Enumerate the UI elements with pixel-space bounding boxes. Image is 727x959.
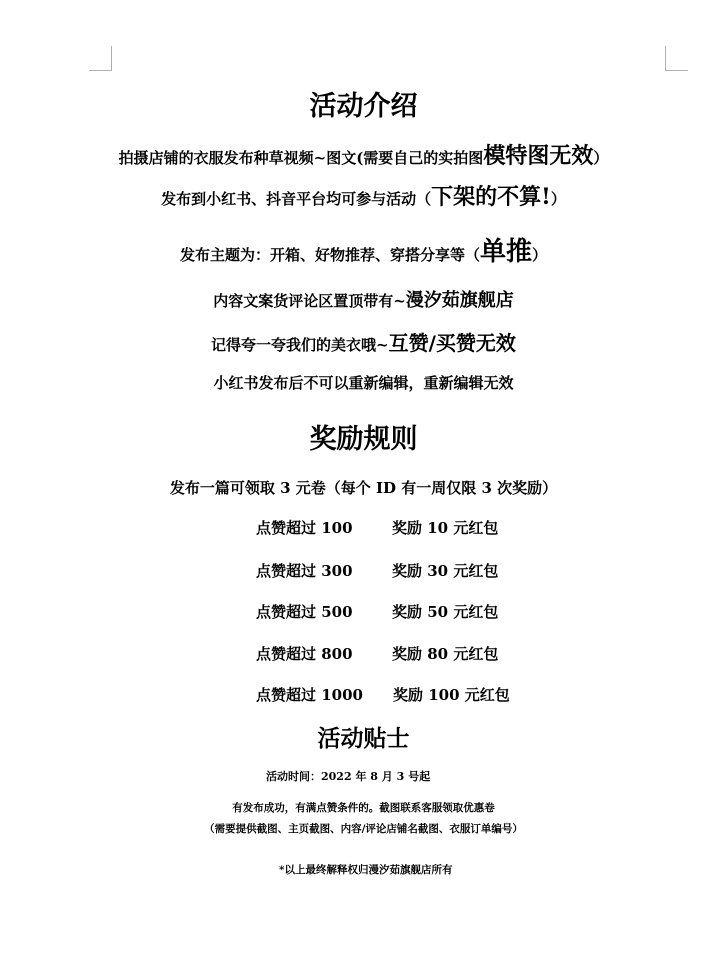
intro-line-4 [0, 286, 727, 312]
tier-condition-4: 点赞超过 800 [256, 645, 353, 663]
intro-line-1-emphasis: 模特图无效 [483, 143, 594, 169]
tier-reward-1: 奖励 10 元红包 [392, 519, 499, 537]
page-corner-mark-right [665, 46, 688, 71]
intro-line-1 [0, 139, 727, 170]
intro-title: 活动介绍 [309, 91, 418, 122]
intro-line-5 [0, 327, 727, 356]
rules-summary: 发布一篇可领取 3 元卷（每个 ID 有一周仅限 3 次奖励） [169, 479, 558, 497]
intro-line-5-text: 记得夸一夸我们的美衣哦~ [211, 336, 389, 354]
intro-line-1-text: 拍摄店铺的衣服发布种草视频~图文(需要自己的实拍图 [118, 149, 484, 167]
tips-note-1: 有发布成功，有满点赞条件的。截图联系客服领取优惠卷 [232, 802, 495, 814]
intro-line-2 [0, 180, 727, 211]
intro-line-4-shop-name: 漫汐茹旗舰店 [405, 290, 514, 311]
tier-condition-1: 点赞超过 100 [256, 519, 353, 537]
page-corner-mark-left [89, 46, 112, 71]
tier-condition-2: 点赞超过 300 [256, 562, 353, 580]
tips-footer: *以上最终解释权归漫汐茹旗舰店所有 [279, 864, 453, 876]
intro-line-3-end: ） [532, 246, 548, 264]
tier-reward-2: 奖励 30 元红包 [392, 562, 499, 580]
tier-reward-4: 奖励 80 元红包 [392, 645, 499, 663]
intro-line-2-text: 发布到小红书、抖音平台均可参与活动（ [161, 190, 432, 208]
intro-line-4-text: 内容文案货评论区置顶带有~ [213, 292, 406, 310]
intro-line-3 [0, 231, 727, 268]
tips-time: 活动时间：2022 年 8 月 3 号起 [266, 770, 431, 783]
tier-reward-3: 奖励 50 元红包 [392, 603, 499, 621]
intro-line-2-end: ） [550, 190, 566, 208]
tier-reward-5: 奖励 100 元红包 [393, 686, 510, 704]
intro-line-6: 小红书发布后不可以重新编辑，重新编辑无效 [213, 374, 514, 392]
tier-condition-5: 点赞超过 1000 [256, 686, 363, 704]
intro-line-1-end: ） [593, 149, 609, 167]
intro-line-3-emphasis: 单推 [479, 237, 532, 267]
intro-line-2-emphasis: 下架的不算! [431, 184, 551, 210]
tips-title: 活动贴士 [317, 725, 410, 752]
tips-note-2: （需要提供截图、主页截图、内容/评论店铺名截图、衣服订单编号） [204, 823, 523, 835]
intro-line-5-emphasis: 互赞/买赞无效 [388, 331, 516, 355]
rules-title: 奖励规则 [309, 424, 418, 455]
intro-line-3-text: 发布主题为：开箱、好物推荐、穿搭分享等（ [179, 246, 480, 264]
tier-condition-3: 点赞超过 500 [256, 603, 353, 621]
